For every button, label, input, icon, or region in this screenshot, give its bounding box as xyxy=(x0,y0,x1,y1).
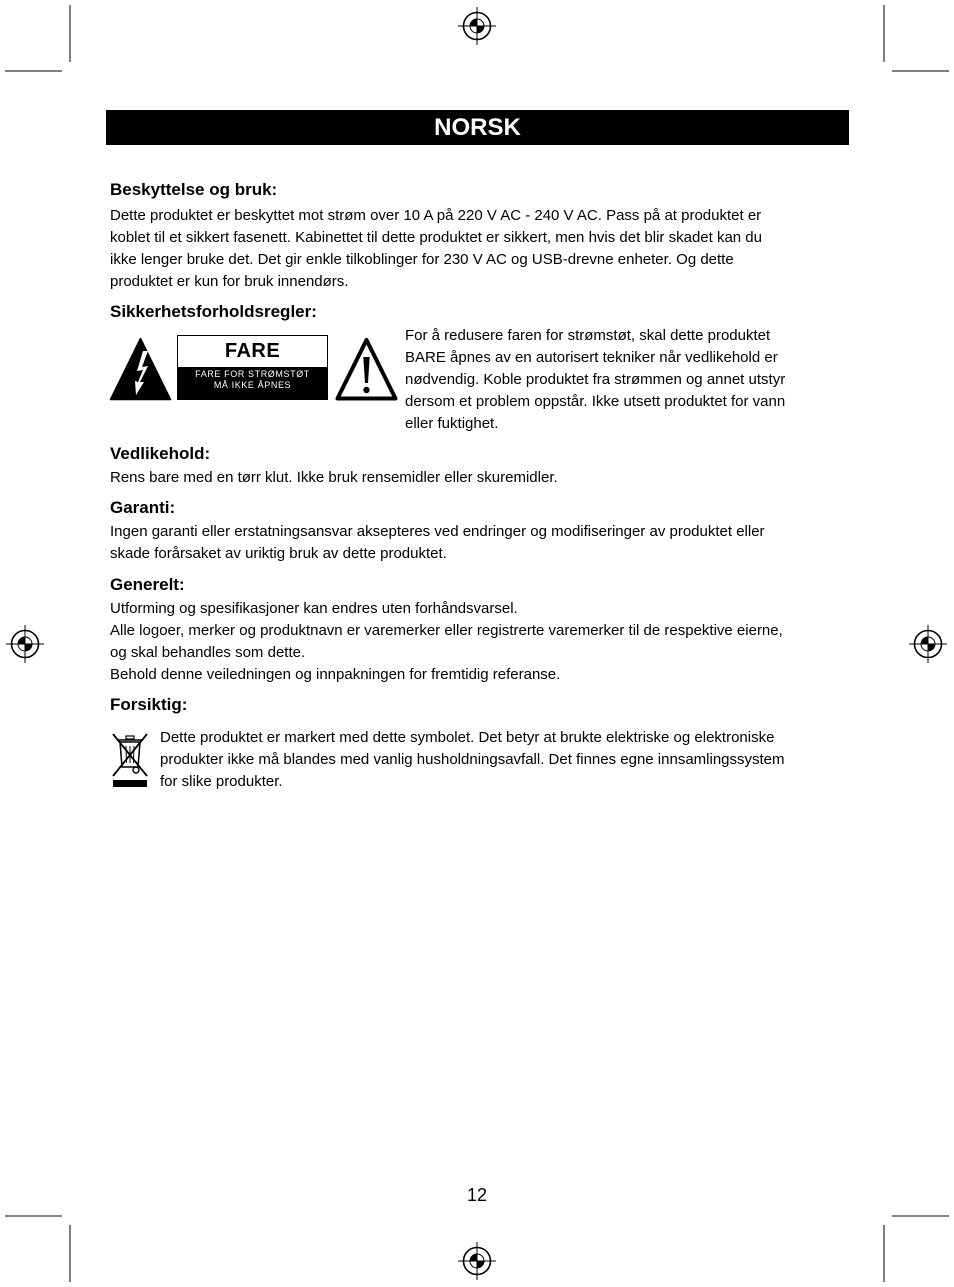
section-heading-protection: Beskyttelse og bruk: xyxy=(110,180,278,199)
general-paragraph xyxy=(110,598,783,686)
section-heading-caution: Forsiktig: xyxy=(110,695,188,714)
section-heading-safety: Sikkerhetsforholdsregler: xyxy=(110,302,317,321)
page-number: 12 xyxy=(466,1185,488,1205)
text-line: produktet er kun for bruk innendørs. xyxy=(110,273,349,290)
text-line: eller fuktighet. xyxy=(405,415,499,432)
text-line: For å redusere faren for strømstøt, skal dette produktet xyxy=(405,327,771,344)
danger-label-line: FARE FOR STRØMSTØT xyxy=(195,369,310,379)
caution-paragraph xyxy=(160,727,785,793)
crossed-out-bin-icon xyxy=(109,729,151,789)
text-line: dersom et problem oppstår. Ikke utsett produktet for vann xyxy=(405,393,786,410)
text-line: nødvendig. Koble produktet fra strømmen og annet utstyr xyxy=(405,371,786,388)
warranty-paragraph xyxy=(110,521,765,565)
text-line: Ingen garanti eller erstatningsansvar aksepteres ved endringer og modifiseringer av produktet eller xyxy=(110,523,765,540)
danger-label xyxy=(177,335,328,400)
maintenance-paragraph xyxy=(110,467,558,489)
danger-label-title: FARE xyxy=(224,340,281,362)
section-heading-maintenance: Vedlikehold: xyxy=(110,444,211,463)
text-line: Dette produktet er markert med dette symbolet. Det betyr at brukte elektriske og elektroniske xyxy=(160,729,775,746)
text-line: Rens bare med en tørr klut. Ikke bruk rensemidler eller skuremidler. xyxy=(110,469,558,486)
registration-mark-icon xyxy=(6,625,44,663)
safety-paragraph xyxy=(405,325,785,435)
exclamation-warning-icon xyxy=(335,337,398,401)
protection-paragraph xyxy=(110,205,762,293)
registration-mark-icon xyxy=(909,625,947,663)
section-heading-general: Generelt: xyxy=(110,575,185,594)
lightning-warning-icon xyxy=(109,337,172,401)
text-line: Alle logoer, merker og produktnavn er varemerker eller registrerte varemerker til de respektive eierne, xyxy=(110,622,783,639)
text-line: Dette produktet er beskyttet mot strøm over 10 A på 220 V AC - 240 V AC. Pass på at produktet er xyxy=(110,207,762,224)
registration-mark-icon xyxy=(458,7,496,45)
text-line: produkter ikke må blandes med vanlig husholdningsavfall. Det finnes egne innsamlingssystem xyxy=(160,751,785,768)
text-line: koblet til et sikkert fasenett. Kabinettet til dette produktet er sikkert, men hvis det blir skadet kan du xyxy=(110,229,762,246)
registration-mark-icon xyxy=(458,1242,496,1280)
text-line: ikke lenger bruke det. Det gir enkle tilkoblinger for 230 V AC og USB-drevne enheter. Og dette xyxy=(110,251,734,268)
text-line: Behold denne veiledningen og innpakningen for fremtidig referanse. xyxy=(110,666,561,683)
text-line: og skal behandles som dette. xyxy=(110,644,306,661)
danger-label-strip xyxy=(178,367,327,399)
danger-label-line: MÅ IKKE ÅPNES xyxy=(213,380,292,390)
text-line: Utforming og spesifikasjoner kan endres uten forhåndsvarsel. xyxy=(110,600,518,617)
section-heading-warranty: Garanti: xyxy=(110,498,176,517)
text-line: BARE åpnes av en autorisert tekniker når vedlikehold er xyxy=(405,349,778,366)
text-line: for slike produkter. xyxy=(160,773,283,790)
text-line: skade forårsaket av uriktig bruk av dette produktet. xyxy=(110,545,447,562)
language-header: NORSK xyxy=(106,110,849,145)
